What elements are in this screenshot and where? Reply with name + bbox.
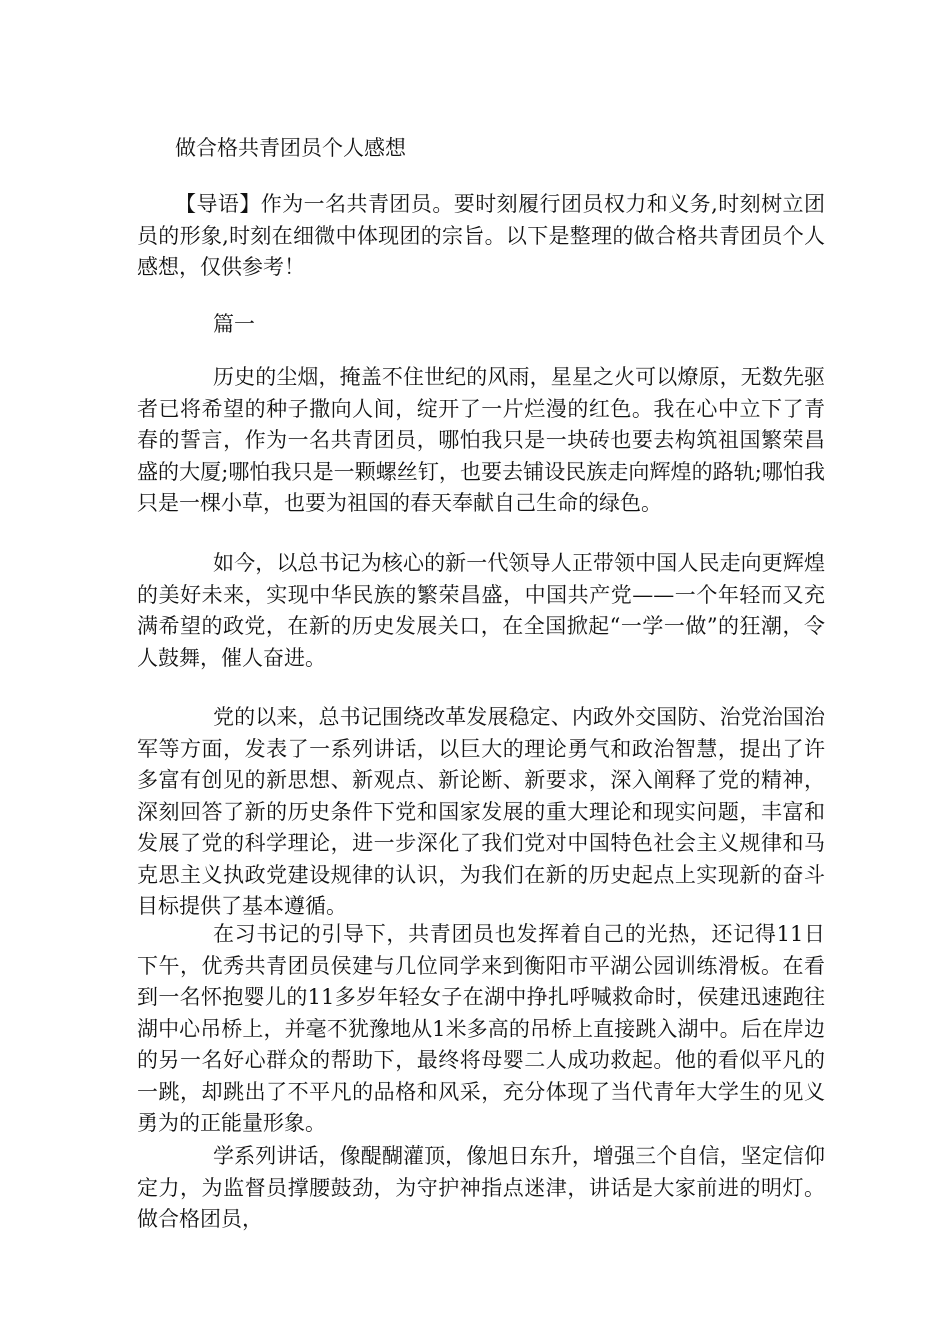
body-paragraph-3: 党的以来，总书记围绕改革发展稳定、内政外交国防、治党治国治军等方面，发表了一系列讲话，以巨大的理论勇气和政治智慧，提出了许多富有创见的新思想、新观点、新论断、新要求，深入阐释了党的精神，深刻回答了新的历史条件下党和国家发展的重大理论和现实问题，丰富和发展了党的科学理论，进一步深化了我们党对中国特色社会主义规律和马克思主义执政党建设规律的认识，为我们在新的历史起点上实现新的奋斗目标提供了基本遵循。	[137, 705, 825, 918]
body-paragraph-5: 学系列讲话，像醍醐灌顶，像旭日东升，增强三个自信，坚定信仰定力，为监督员撑腰鼓劲，为守护神指点迷津，讲话是大家前进的明灯。做合格团员，	[137, 1144, 825, 1231]
body-paragraph-2: 如今，以总书记为核心的新一代领导人正带领中国人民走向更辉煌的美好未来，实现中华民族的繁荣昌盛，中国共产党——一个年轻而又充满希望的政党，在新的历史发展关口，在全国掀起“一学一做”的狂潮，令人鼓舞，催人奋进。	[137, 551, 825, 670]
body-paragraph-1: 历史的尘烟，掩盖不住世纪的风雨，星星之火可以燎原，无数先驱者已将希望的种子撒向人间，绽开了一片烂漫的红色。我在心中立下了青春的誓言，作为一名共青团员，哪怕我只是一块砖也要去构筑祖国繁荣昌盛的大厦;哪怕我只是一颗螺丝钉，也要去铺设民族走向辉煌的路轨;哪怕我只是一棵小草，也要为祖国的春天奉献自己生命的绿色。	[137, 365, 825, 515]
intro-paragraph: 【导语】作为一名共青团员。要时刻履行团员权力和义务,时刻树立团员的形象,时刻在细微中体现团的宗旨。以下是整理的做合格共青团员个人感想，仅供参考！	[137, 192, 825, 279]
body-paragraph-4: 在习书记的引导下，共青团员也发挥着自己的光热，还记得11日下午，优秀共青团员侯建与几位同学来到衡阳市平湖公园训练滑板。在看到一名怀抱婴儿的11多岁年轻女子在湖中挣扎呼喊救命时，侯建迅速跑往湖中心吊桥上，并毫不犹豫地从1米多高的吊桥上直接跳入湖中。后在岸边的另一名好心群众的帮助下，最终将母婴二人成功救起。他的看似平凡的一跳，却跳出了不平凡的品格和风采，充分体现了当代青年大学生的见义勇为的正能量形象。	[137, 922, 825, 1135]
document-title: 做合格共青团员个人感想	[175, 136, 406, 160]
section-heading: 篇一	[213, 312, 255, 336]
